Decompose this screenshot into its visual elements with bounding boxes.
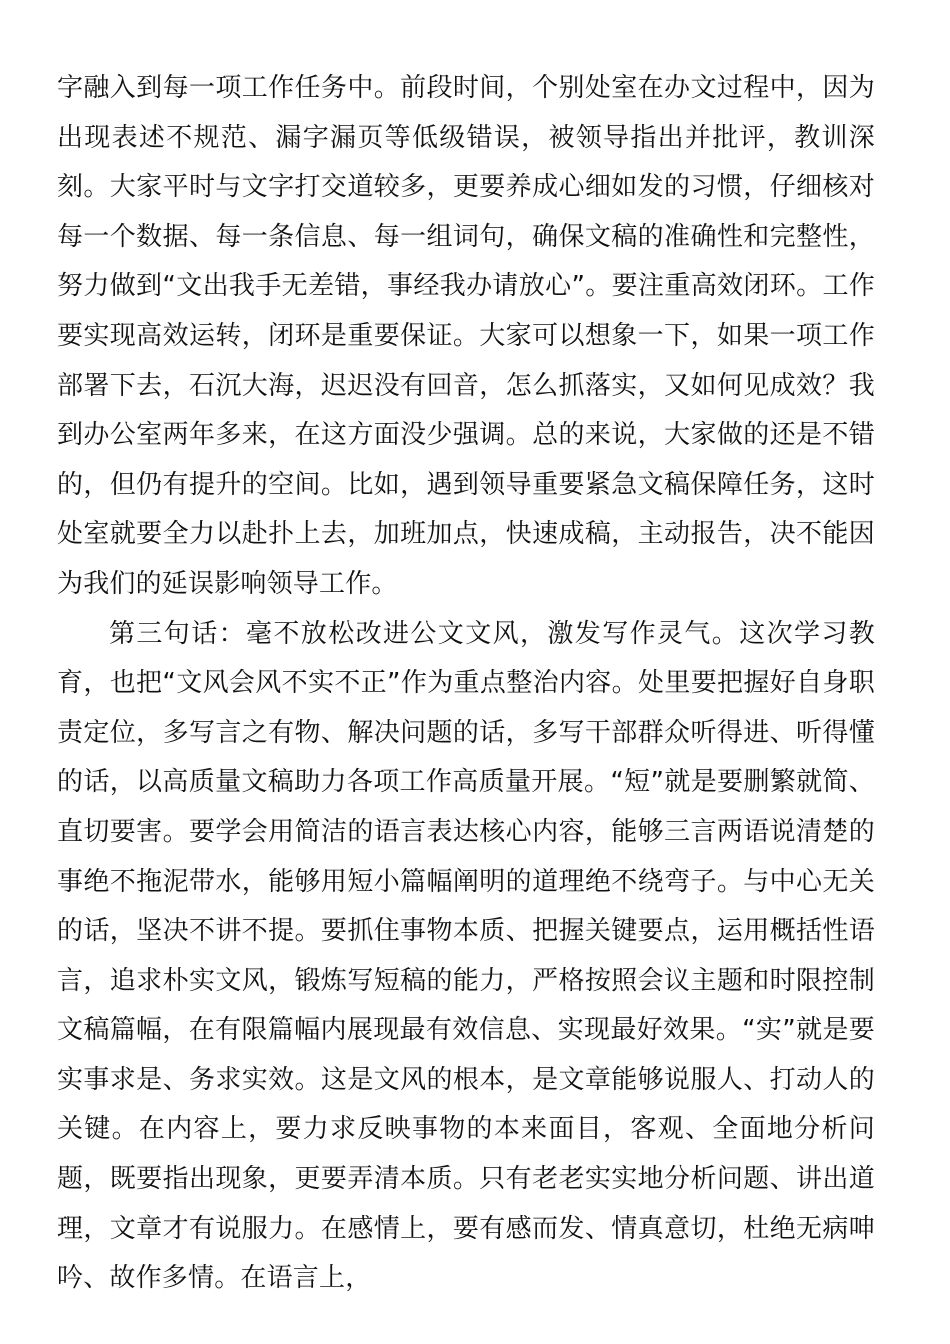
paragraph-continued: 字融入到每一项工作任务中。前段时间，个别处室在办文过程中，因为出现表述不规范、漏字漏页等低级错误，被领导指出并批评，教训深刻。大家平时与文字打交道较多，更要养成心细如发的习惯，仔细核对每一个数据、每一条信息、每一组词句，确保文稿的准确性和完整性，努力做到“文出我手无差错，事经我办请放心”。要注重高效闭环。工作要实现高效运转，闭环是重要保证。大家可以想象一下，如果一项工作部署下去，石沉大海，迟迟没有回音，怎么抓落实，又如何见成效？我到办公室两年多来，在这方面没少强调。总的来说，大家做的还是不错的，但仍有提升的空间。比如，遇到领导重要紧急文稿保障任务，这时处室就要全力以赴扑上去，加班加点，快速成稿，主动报告，决不能因为我们的延误影响领导工作。 bbox=[57, 73, 875, 599]
paragraph-third-point: 第三句话：毫不放松改进公文文风，激发写作灵气。这次学习教育，也把“文风会风不实不正”作为重点整治内容。处里要把握好自身职责定位，多写言之有物、解决问题的话，多写干部群众听得进、听得懂的话，以高质量文稿助力各项工作高质量开展。“短”就是要删繁就简、直切要害。要学会用简洁的语言表达核心内容，能够三言两语说清楚的事绝不拖泥带水，能够用短小篇幅阐明的道理绝不绕弯子。与中心无关的话，坚决不讲不提。要抓住事物本质、把握关键要点，运用概括性语言，追求朴实文风，锻炼写短稿的能力，严格按照会议主题和时限控制文稿篇幅，在有限篇幅内展现最有效信息、实现最好效果。“实”就是要实事求是、务求实效。这是文风的根本，是文章能够说服人、打动人的关键。在内容上，要力求反映事物的本来面目，客观、全面地分析问题，既要指出现象，更要弄清本质。只有老老实实地分析问题、讲出道理，文章才有说服力。在感情上，要有感而发、情真意切，杜绝无病呻吟、故作多情。在语言上， bbox=[57, 618, 875, 1294]
document-body bbox=[57, 64, 875, 1304]
